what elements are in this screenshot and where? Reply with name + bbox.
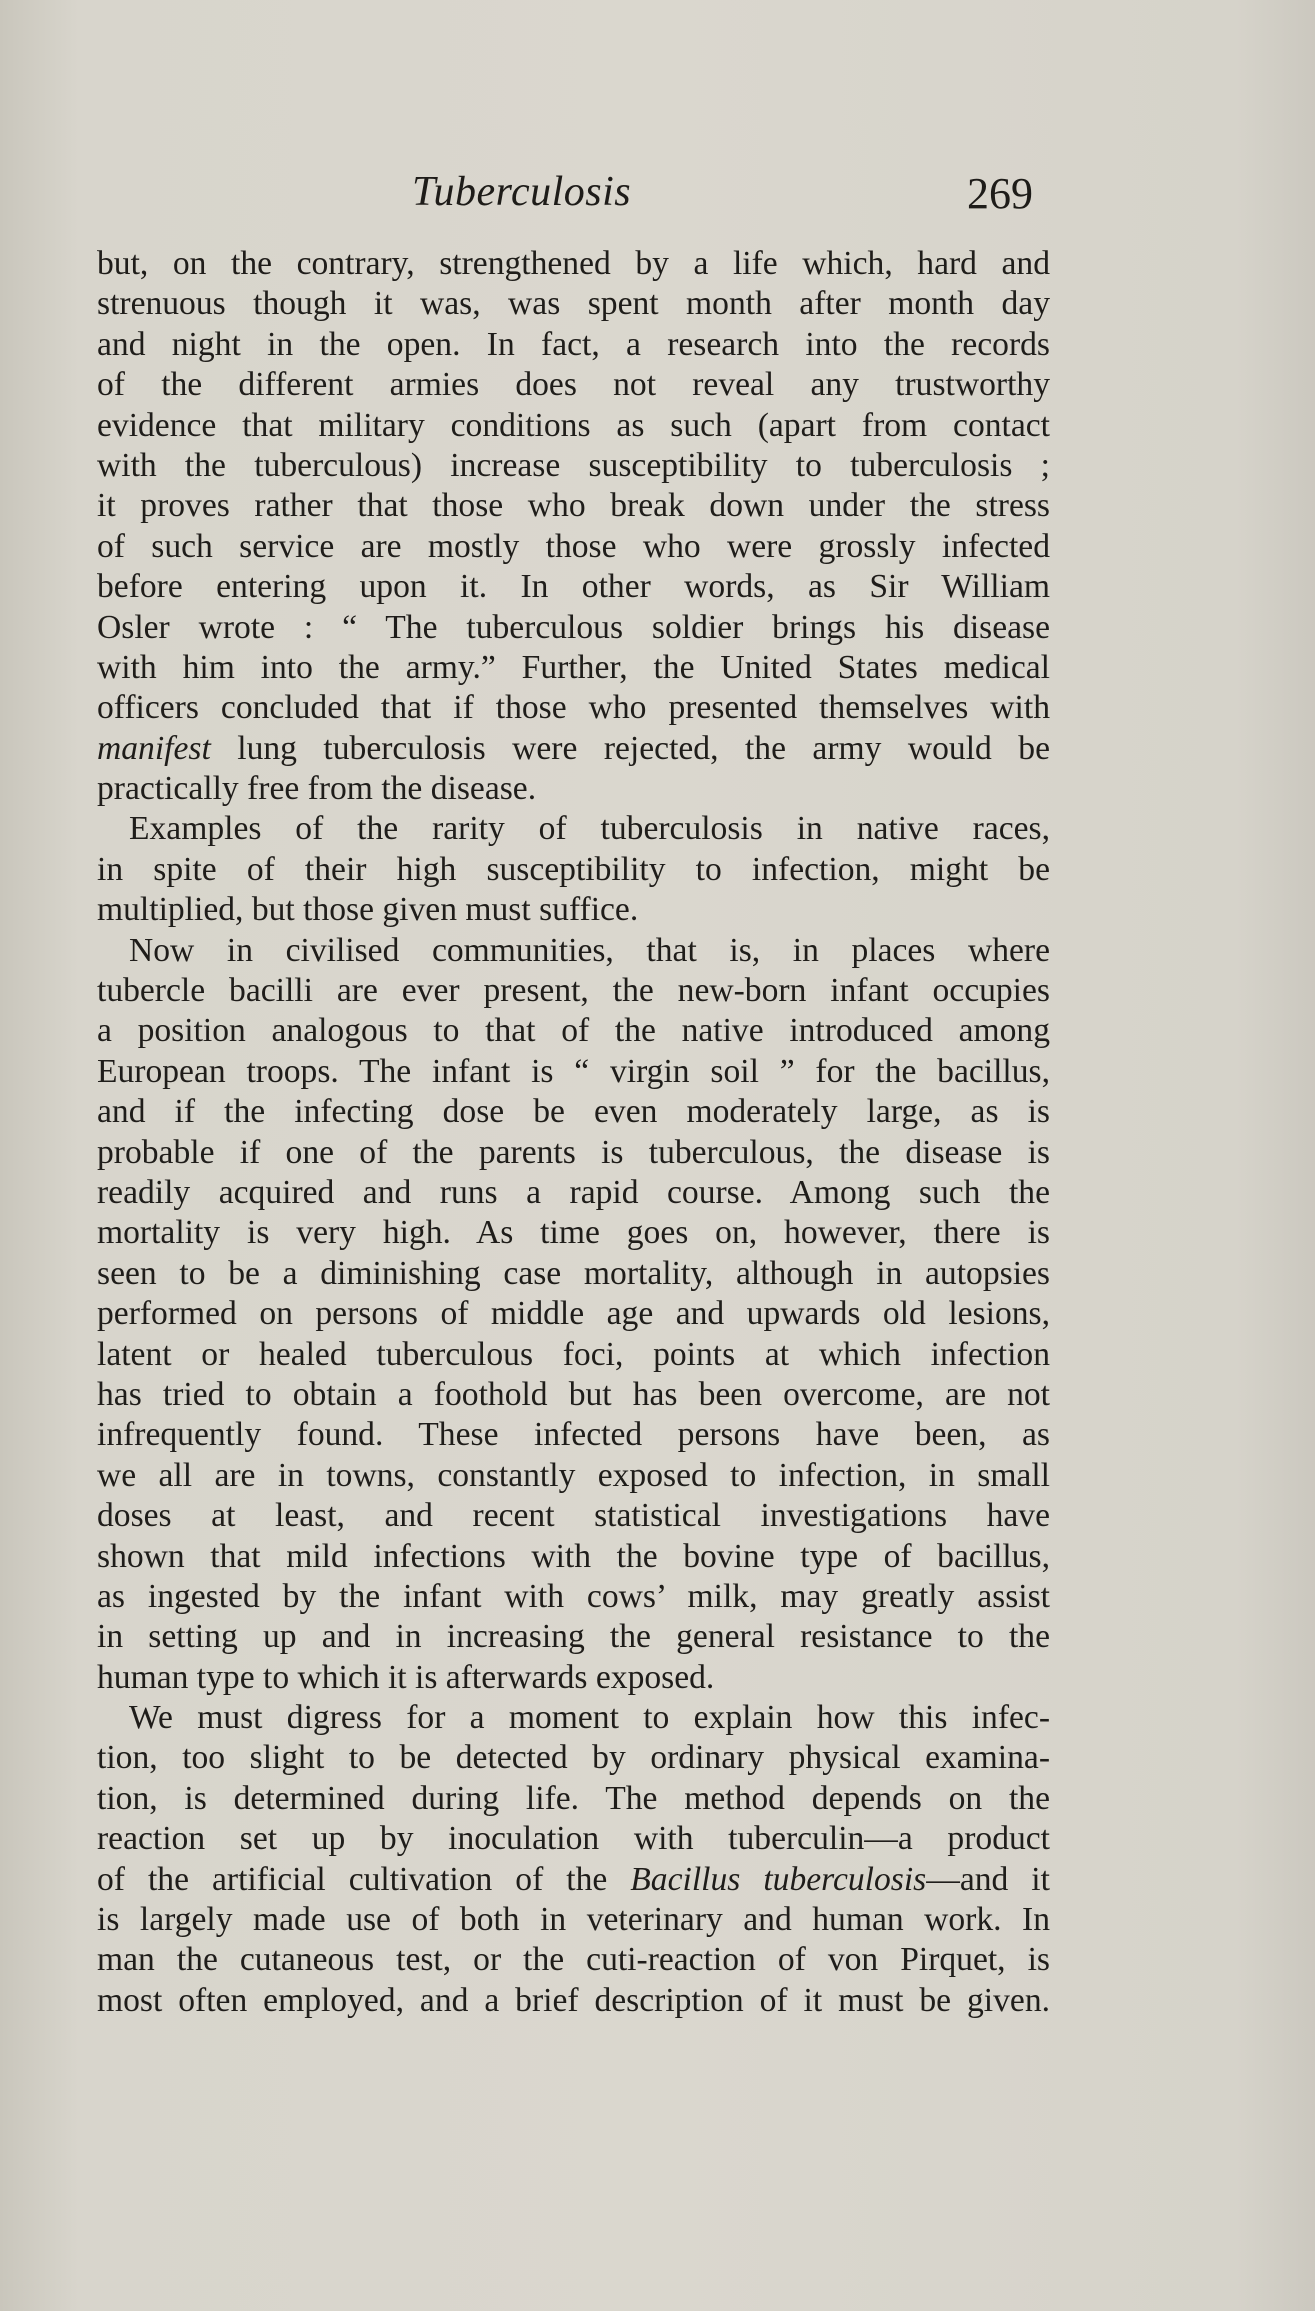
italic-term: Bacillus tuberculosis xyxy=(630,1860,927,1898)
text-line: with him into the army.” Further, the United States medical xyxy=(97,648,1050,686)
text-line: tion, is determined during life. The method depends on the xyxy=(97,1779,1050,1817)
text-line: and night in the open. In fact, a research into the records xyxy=(97,325,1050,363)
text-line: in spite of their high susceptibility to infection, might be xyxy=(97,850,1050,888)
text-line: Now in civilised communities, that is, in places where xyxy=(129,931,1050,969)
text-line: multiplied, but those given must suffice. xyxy=(97,891,639,929)
text-fragment: —and it xyxy=(926,1860,1050,1898)
italic-word: manifest xyxy=(97,729,211,767)
text-line: probable if one of the parents is tuberculous, the disease is xyxy=(97,1133,1050,1171)
text-line: we all are in towns, constantly exposed to infection, in small xyxy=(97,1456,1050,1494)
text-line: most often employed, and a brief description of it must be given. xyxy=(97,1981,1050,2019)
text-line: doses at least, and recent statistical investigations have xyxy=(97,1497,1050,1535)
text-fragment: lung tuberculosis were rejected, the army would be xyxy=(237,729,1050,767)
text-line: infrequently found. These infected persons have been, as xyxy=(97,1416,1050,1454)
text-line: but, on the contrary, strengthened by a life which, hard and xyxy=(97,245,1050,282)
text-line: reaction set up by inoculation with tuberculin—a product xyxy=(97,1820,1050,1858)
text-line-mixed xyxy=(97,729,1050,769)
text-line: performed on persons of middle age and upwards old lesions, xyxy=(97,1295,1050,1333)
body-text xyxy=(97,244,1050,2021)
text-line: of the different armies does not reveal any trustworthy xyxy=(97,366,1050,404)
text-line-mixed xyxy=(97,1860,1050,1900)
text-line: has tried to obtain a foothold but has been overcome, are not xyxy=(97,1375,1050,1413)
text-line: readily acquired and runs a rapid course. Among such the xyxy=(97,1173,1050,1211)
text-line: strenuous though it was, was spent month after month day xyxy=(97,285,1050,323)
text-line: officers concluded that if those who presented themselves with xyxy=(97,689,1050,727)
text-line: European troops. The infant is “ virgin soil ” for the bacillus, xyxy=(97,1052,1050,1090)
text-line: tubercle bacilli are ever present, the new-born infant occupies xyxy=(97,972,1050,1010)
text-line: man the cutaneous test, or the cuti-reaction of von Pirquet, is xyxy=(97,1941,1050,1979)
page-number: 269 xyxy=(967,169,1033,218)
text-line: We must digress for a moment to explain how this infec- xyxy=(129,1699,1050,1737)
text-line: tion, too slight to be detected by ordinary physical examina- xyxy=(97,1739,1050,1777)
text-line: is largely made use of both in veterinary and human work. In xyxy=(97,1901,1050,1939)
text-line: mortality is very high. As time goes on, however, there is xyxy=(97,1214,1050,1252)
text-line: Osler wrote : “ The tuberculous soldier brings his disease xyxy=(97,608,1050,646)
text-line: shown that mild infections with the bovine type of bacillus, xyxy=(97,1537,1050,1575)
text-line: before entering upon it. In other words, as Sir William xyxy=(97,568,1050,606)
running-head xyxy=(0,168,1315,228)
text-line: latent or healed tuberculous foci, points at which infection xyxy=(97,1335,1050,1373)
text-line: practically free from the disease. xyxy=(97,770,537,808)
text-line: with the tuberculous) increase susceptibility to tuberculosis ; xyxy=(97,446,1050,484)
text-line: as ingested by the infant with cows’ milk, may greatly assist xyxy=(97,1577,1050,1615)
text-line: it proves rather that those who break down under the stress xyxy=(97,487,1050,525)
text-line: seen to be a diminishing case mortality, although in autopsies xyxy=(97,1254,1050,1292)
running-title: Tuberculosis xyxy=(412,169,632,215)
text-line: evidence that military conditions as such (apart from contact xyxy=(97,406,1050,444)
text-line: human type to which it is afterwards exposed. xyxy=(97,1658,715,1696)
text-line: in setting up and in increasing the general resistance to the xyxy=(97,1618,1050,1656)
text-line: Examples of the rarity of tuberculosis in native races, xyxy=(129,810,1050,848)
text-line: a position analogous to that of the native introduced among xyxy=(97,1012,1050,1050)
text-fragment: of the artificial cultivation of the xyxy=(97,1860,608,1898)
text-line: and if the infecting dose be even moderately large, as is xyxy=(97,1093,1050,1131)
text-line: of such service are mostly those who were grossly infected xyxy=(97,527,1050,565)
